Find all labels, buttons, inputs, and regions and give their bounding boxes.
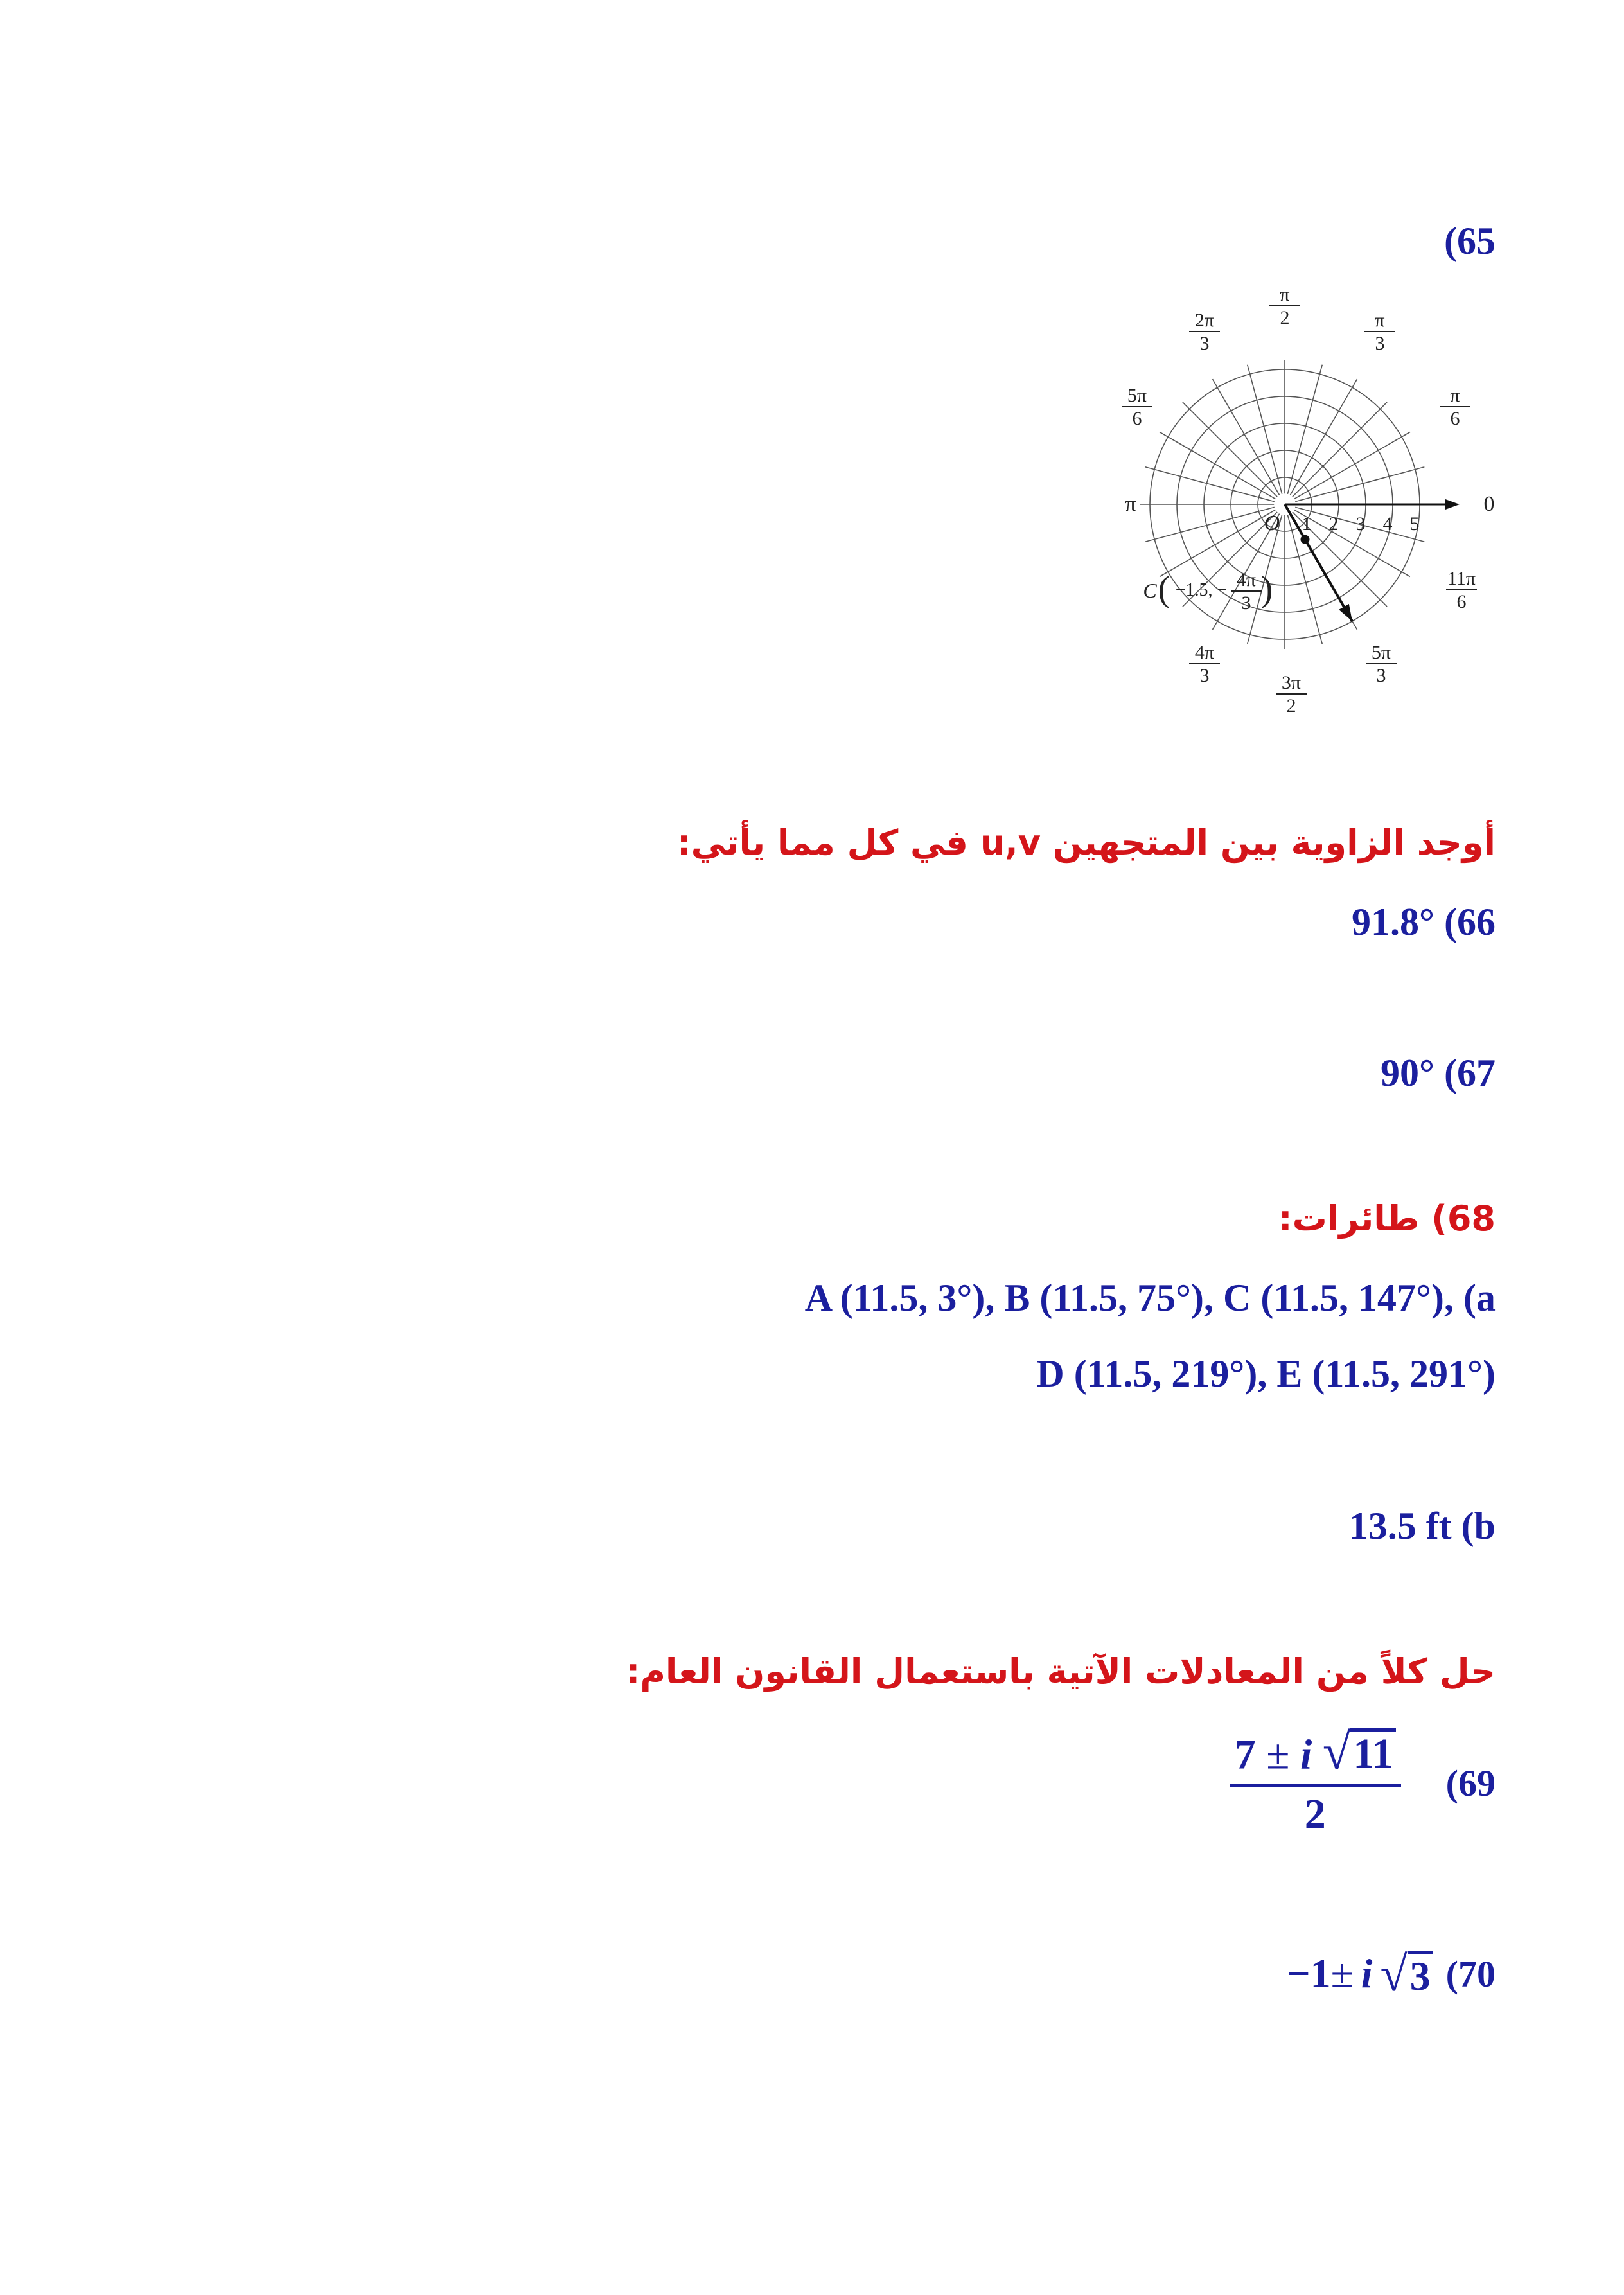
grid-spoke (1145, 507, 1275, 542)
q69-num-lead: 7 (1234, 1731, 1256, 1778)
axis-arrowhead (1445, 499, 1460, 510)
label-pi-over-3-numerator: π (1375, 310, 1385, 331)
label-2pi-over-3-denominator: 3 (1199, 333, 1210, 354)
plus-minus-sign: ± (1266, 1731, 1290, 1778)
point-c-open-paren: ( (1158, 569, 1170, 609)
problem-70-answer (1287, 1947, 1496, 2002)
problem-68a-line2: D (11.5, 219°), E (11.5, 291°) (1036, 1352, 1496, 1395)
grid-spoke (1294, 510, 1410, 576)
label-pi: π (1125, 492, 1136, 516)
radial-tick-label: 3 (1355, 513, 1366, 535)
problem-65-label: (65 (1444, 220, 1496, 262)
label-pi-over-6-denominator: 6 (1450, 408, 1460, 429)
heading-quadratic-formula: حل كلاً من المعادلات الآتية باستعمال القانون العام: (626, 1651, 1496, 1692)
radial-tick-label: 5 (1409, 513, 1420, 535)
label-pi-over-2-denominator: 2 (1280, 307, 1290, 328)
grid-spoke (1290, 379, 1357, 495)
q69-denominator: 2 (1304, 1790, 1326, 1838)
label-3pi-over-2-denominator: 2 (1286, 695, 1296, 716)
label-pi-over-2-numerator: π (1280, 284, 1290, 305)
label-11pi-over-6-numerator: 11π (1447, 568, 1476, 589)
imaginary-unit: i (1361, 1951, 1373, 1996)
problem-66-answer: 91.8° (66 (1352, 901, 1496, 943)
vector-arrow (1285, 504, 1352, 621)
point-c-name: C (1143, 579, 1157, 602)
fraction-69 (1230, 1723, 1401, 1839)
grid-spoke (1248, 365, 1282, 494)
q70-radicand: 3 (1408, 1951, 1433, 1997)
grid-spoke (1213, 379, 1280, 495)
problem-70-label: (70 (1445, 1953, 1496, 1995)
imaginary-unit: i (1300, 1731, 1312, 1778)
grid-spoke (1160, 432, 1275, 499)
label-5pi-over-6-numerator: 5π (1127, 385, 1147, 406)
label-11pi-over-6-denominator: 6 (1456, 591, 1467, 612)
label-2pi-over-3-numerator: 2π (1194, 310, 1215, 331)
problem-69-label: (69 (1445, 1762, 1496, 1805)
square-root: √ 3 (1381, 1951, 1433, 1997)
grid-spoke (1160, 510, 1275, 576)
plus-minus-sign: ± (1330, 1951, 1354, 1996)
grid-spoke (1293, 402, 1387, 497)
point-c (1301, 535, 1310, 544)
grid-spoke (1183, 402, 1277, 497)
label-pi-over-3-denominator: 3 (1375, 333, 1385, 354)
heading-angle-between-vectors: أوجد الزاوية بين المتجهين u,v في كل مما يأتي: (677, 822, 1496, 863)
q69-radicand: 11 (1350, 1728, 1395, 1775)
point-c-angle-numerator: 4π (1236, 569, 1257, 590)
label-4pi-over-3-denominator: 3 (1199, 665, 1210, 686)
q70-lead: −1 (1287, 1951, 1331, 1996)
point-c-angle-denominator: 3 (1241, 592, 1251, 614)
square-root: √ 11 (1323, 1728, 1396, 1775)
grid-spoke (1295, 467, 1424, 502)
vector-arrowhead (1339, 604, 1352, 621)
problem-67-answer: 90° (67 (1381, 1052, 1496, 1094)
origin-label: O (1264, 511, 1280, 535)
radial-tick-label: 1 (1302, 513, 1312, 535)
label-zero: 0 (1483, 492, 1495, 516)
label-pi-over-6-numerator: π (1450, 385, 1460, 406)
label-5pi-over-3-denominator: 3 (1376, 665, 1386, 686)
problem-69-answer (1230, 1723, 1496, 1839)
heading-68-airplanes: 68) طائرات: (1278, 1198, 1496, 1239)
grid-spoke (1294, 432, 1410, 499)
grid-spoke (1287, 365, 1322, 494)
label-3pi-over-2-numerator: 3π (1281, 672, 1302, 693)
problem-68b-answer: 13.5 ft (b (1348, 1505, 1496, 1547)
radial-tick-label: 2 (1328, 513, 1339, 535)
label-5pi-over-3-numerator: 5π (1371, 642, 1391, 663)
polar-graph-figure (1111, 283, 1516, 726)
grid-spoke (1145, 467, 1275, 502)
point-c-coordinates: −1.5, − (1175, 580, 1228, 600)
label-5pi-over-6-denominator: 6 (1132, 408, 1142, 429)
problem-68a-line1: A (11.5, 3°), B (11.5, 75°), C (11.5, 147°), (a (804, 1277, 1496, 1319)
radial-tick-label: 4 (1382, 513, 1393, 535)
label-4pi-over-3-numerator: 4π (1194, 642, 1215, 663)
point-c-close-paren: ) (1260, 569, 1273, 609)
